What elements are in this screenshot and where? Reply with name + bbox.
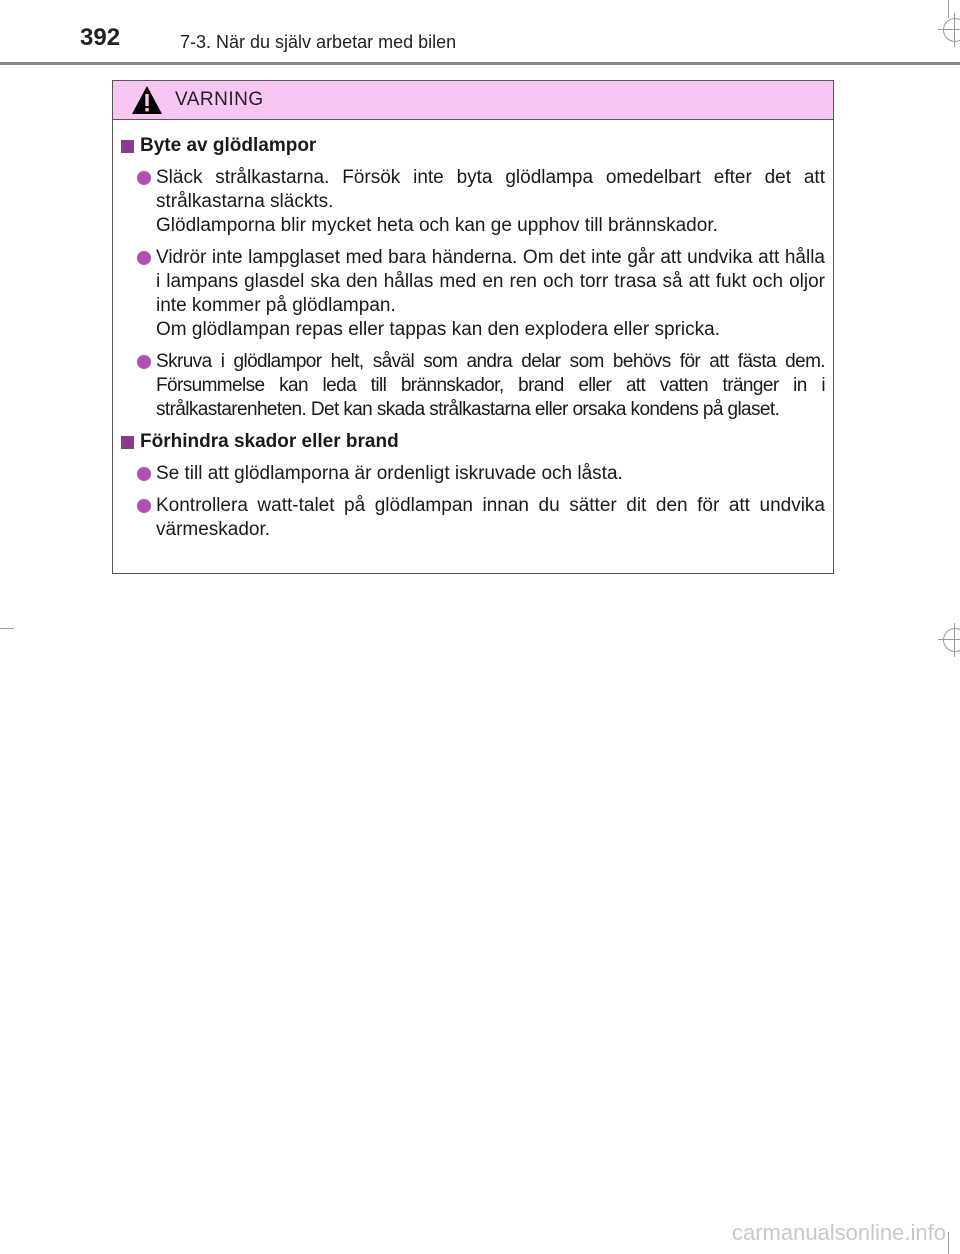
paragraph: Vidrör inte lampglaset med bara händerna. Om det inte går att undvika att hålla i lampans glasdel ska den hållas med en ren och torr trasa så att fukt och oljor inte kommer på glödlampan.: [156, 247, 825, 316]
warning-triangle-icon: [131, 85, 163, 115]
crop-mark: [948, 0, 949, 18]
registration-mark-icon: [943, 628, 960, 652]
square-bullet-icon: [121, 436, 134, 449]
section-heading: [121, 134, 825, 158]
crop-mark: [948, 1232, 949, 1254]
warning-header: [113, 81, 833, 120]
paragraph: Glödlamporna blir mycket heta och kan ge upphov till brännskador.: [156, 215, 718, 236]
circle-bullet-icon: [137, 251, 151, 265]
paragraph: Se till att glödlamporna är ordenligt iskruvade och låsta.: [156, 463, 623, 484]
paragraph: Släck strålkastarna. Försök inte byta glödlampa omedelbart efter det att strålkastarna släckts.: [156, 167, 825, 212]
circle-bullet-icon: [137, 467, 151, 481]
warning-box: [112, 80, 834, 574]
section-heading: [121, 430, 825, 454]
square-bullet-icon: [121, 140, 134, 153]
list-item: [121, 462, 825, 486]
list-item-text: [156, 166, 825, 238]
section-title: 7-3. När du själv arbetar med bilen: [180, 32, 457, 52]
circle-bullet-icon: [137, 171, 151, 185]
list-item-text: [156, 350, 825, 422]
list-item: [121, 494, 825, 542]
paragraph: Om glödlampan repas eller tappas kan den explodera eller spricka.: [156, 319, 720, 340]
header-rule: [0, 62, 960, 65]
crop-mark: [0, 628, 14, 629]
section-heading-text: Förhindra skador eller brand: [140, 431, 399, 452]
watermark: carmanualsonline.info: [731, 1220, 946, 1245]
circle-bullet-icon: [137, 499, 151, 513]
warning-title: VARNING: [175, 89, 264, 110]
list-item: [121, 246, 825, 342]
list-item: [121, 350, 825, 422]
circle-bullet-icon: [137, 355, 151, 369]
list-item-text: [156, 246, 825, 342]
warning-body: [113, 120, 833, 542]
page-number: 392: [80, 24, 121, 51]
paragraph: Kontrollera watt-talet på glödlampan innan du sätter dit den för att undvika värmeskador.: [156, 495, 825, 540]
list-item-text: [156, 462, 825, 486]
list-item-text: [156, 494, 825, 542]
registration-mark-icon: [943, 18, 960, 42]
list-item: [121, 166, 825, 238]
paragraph: Skruva i glödlampor helt, såväl som andra delar som behövs för att fästa dem. Försummelse kan leda till brännskador, brand eller att vatten tränger in i strålkastarenheten. Det kan skada strålkastarna eller orsaka kondens på glaset.: [156, 351, 825, 420]
section-heading-text: Byte av glödlampor: [140, 135, 317, 156]
